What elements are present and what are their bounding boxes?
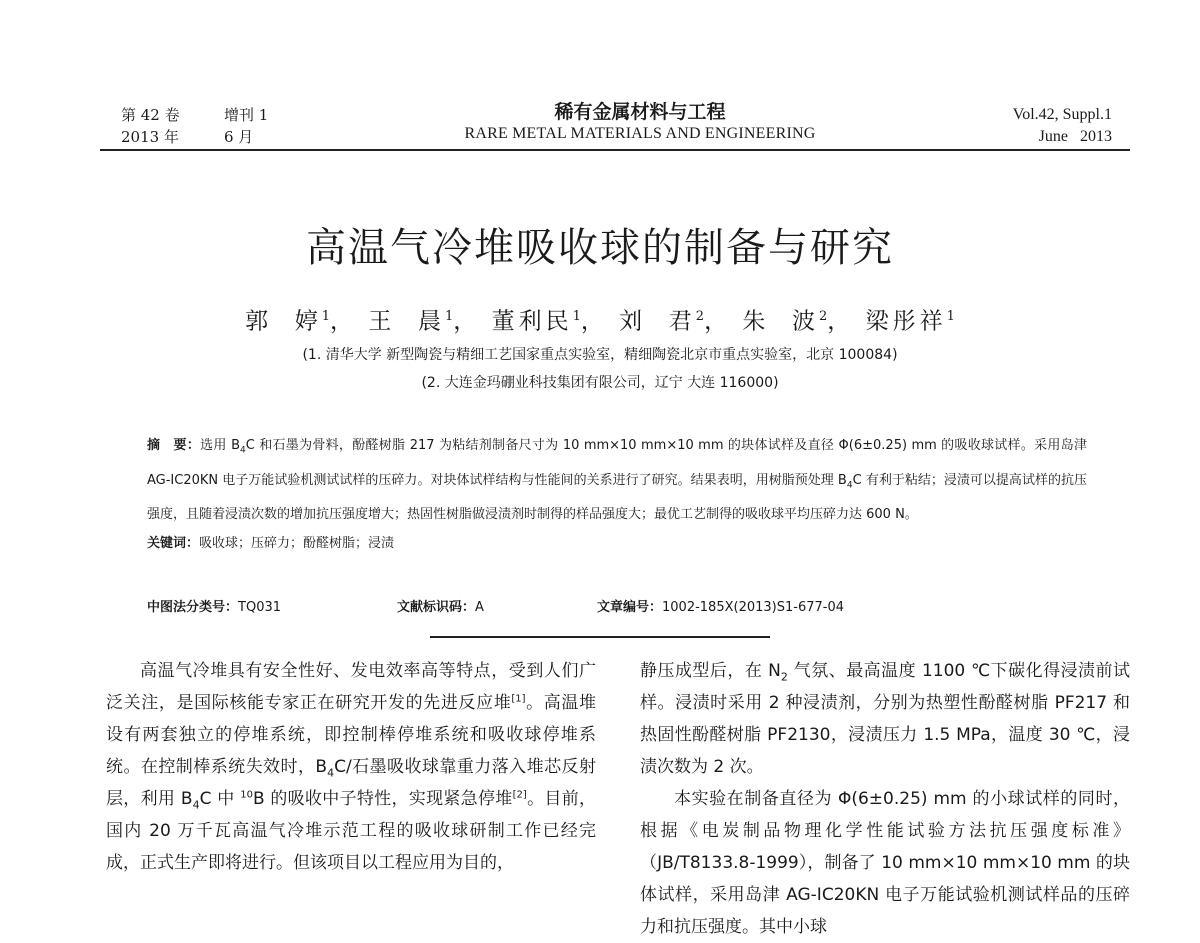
abstract-text: C 和石墨为骨料，酚醛树脂 217 为粘结剂制备尺寸为 10 mm×10 mm×10 mm 的块体试样及直径 Φ(6±0.25) mm 的吸收球试样。采用岛津 AG-IC20KN 电子万能试验机测试试样的压碎力。对块体试样结构与性能间的关系进行了研究。结果表明，用树脂预处理 B: [147, 438, 1087, 488]
author-separator: ，: [330, 308, 358, 335]
header-date-en: June 2013: [1038, 128, 1112, 145]
header-rule: [100, 149, 1130, 151]
body-column-left: [106, 655, 596, 879]
author-separator: ，: [453, 308, 481, 335]
author-affiliation-mark: 1: [946, 309, 955, 324]
affiliation-1: (1. 清华大学 新型陶瓷与精细工艺国家重点实验室，精细陶瓷北京市重点实验室，北京 100084): [302, 347, 898, 363]
abstract: [147, 431, 1087, 558]
body-paragraph: [640, 655, 1130, 783]
header-month-zh: 6 月: [224, 128, 254, 146]
body-column-right: [640, 655, 1130, 943]
section-rule: [430, 636, 770, 638]
subscript: 4: [240, 445, 246, 456]
body-paragraph: 本实验在制备直径为 Φ(6±0.25) mm 的小球试样的同时，根据《电炭制品物理化学性能试验方法抗压强度标准》（JB/T8133.8-1999），制备了 10 mm×10 mm×10 mm 的块体试样，采用岛津 AG-IC20KN 电子万能试验机测试样品的压碎力和抗压强度。其中小球: [640, 789, 1130, 937]
header-journal: [430, 100, 850, 144]
body-text: 。高温堆设有两套独立的停堆系统，即控制棒停堆系统和吸收球停堆系统。在控制棒系统失效时，B: [106, 693, 597, 777]
author-list: [0, 300, 1200, 339]
header-volume-en: Vol.42, Suppl.1: [1012, 106, 1112, 123]
author-affiliation-mark: 1: [321, 309, 331, 324]
isotope-superscript: 10: [240, 789, 253, 801]
author-name: 刘 君: [619, 308, 696, 335]
keywords-label: 关键词：: [147, 536, 200, 552]
author-name: 梁彤祥: [865, 308, 947, 335]
journal-name-en: RARE METAL MATERIALS AND ENGINEERING: [464, 125, 816, 142]
keywords-line: [147, 529, 1087, 558]
header-issue-info: [121, 104, 268, 148]
abstract-label: 摘 要：: [147, 438, 201, 453]
body-paragraph: [106, 655, 596, 879]
author-affiliation-mark: 2: [819, 309, 828, 324]
subscript: 4: [192, 798, 200, 812]
header-suppl-zh: 增刊 1: [224, 106, 269, 124]
affiliation-2: (2. 大连金玛硼业科技集团有限公司，辽宁 大连 116000): [421, 375, 779, 391]
citation-ref: [2]: [512, 789, 527, 801]
subscript: 4: [846, 480, 853, 491]
body-text: 静压成型后，在 N: [640, 661, 781, 681]
abstract-text: C 有利于粘结；浸渍可以提高试样的抗压强度，且随着浸渍次数的增加抗压强度增大；热固性树脂做浸渍剂时制得的样品强度大；最优工艺制得的吸收球平均压碎力达 600 N。: [147, 472, 1087, 523]
body-text: C/石墨吸收球靠重力落入堆芯反射层，利用 B: [106, 757, 596, 809]
body-text: 高温气冷堆具有安全性好、发电效率高等特点，受到人们广泛关注，是国际核能专家正在研究开发的先进反应堆: [106, 661, 596, 713]
author-name: 董利民: [491, 308, 573, 335]
header-issue-info-en: [1013, 104, 1112, 148]
keywords-value: 吸收球；压碎力；酚醛树脂；浸渍: [199, 536, 395, 552]
author-affiliation-mark: 1: [444, 309, 454, 324]
journal-name-zh: 稀有金属材料与工程: [554, 101, 726, 123]
abstract-paragraph: [147, 431, 1087, 529]
article-number: [597, 598, 844, 618]
body-text: 。目前，国内 20 万千瓦高温气冷堆示范工程的吸收球研制工作已经完成，正式生产即将进行。但该项目以工程应用为目的，: [106, 789, 597, 873]
classification-line: [147, 598, 1087, 618]
abstract-text: 选用 B: [200, 438, 241, 453]
document-code-value: A: [475, 600, 484, 615]
author-separator: ，: [580, 308, 608, 335]
author-name: 王 晨: [368, 308, 445, 335]
article-number-value: 1002-185X(2013)S1-677-04: [662, 600, 844, 615]
author-affiliation-mark: 2: [695, 309, 705, 324]
citation-ref: [1]: [511, 693, 526, 705]
author-separator: ，: [827, 308, 855, 335]
clc-label: 中图法分类号：: [147, 600, 239, 615]
document-code: [397, 598, 597, 618]
clc-value: TQ031: [238, 600, 282, 615]
header-year-zh: 2013 年: [121, 128, 179, 146]
author-name: 郭 婷: [245, 308, 322, 335]
paper-title: 高温气冷堆吸收球的制备与研究: [306, 225, 894, 271]
body-text: C 中: [199, 789, 241, 809]
body-text: 气氛、最高温度 1100 ℃下碳化得浸渍前试样。浸渍时采用 2 种浸渍剂，分别为热塑性酚醛树脂 PF217 和热固性酚醛树脂 PF2130，浸渍压力 1.5 MPa，温度 30 ℃，浸渍次数为 2 次。: [640, 661, 1130, 777]
document-code-label: 文献标识码：: [397, 600, 476, 615]
author-affiliation-mark: 1: [572, 309, 581, 324]
body-text: B 的吸收中子特性，实现紧急停堆: [252, 789, 513, 809]
subscript: 4: [327, 766, 335, 780]
author-separator: ，: [704, 308, 732, 335]
header-volume-zh: 第 42 卷: [121, 106, 180, 124]
subscript: 2: [780, 670, 788, 684]
article-number-label: 文章编号：: [597, 600, 663, 615]
author-name: 朱 波: [742, 308, 819, 335]
clc-code: [147, 598, 397, 618]
